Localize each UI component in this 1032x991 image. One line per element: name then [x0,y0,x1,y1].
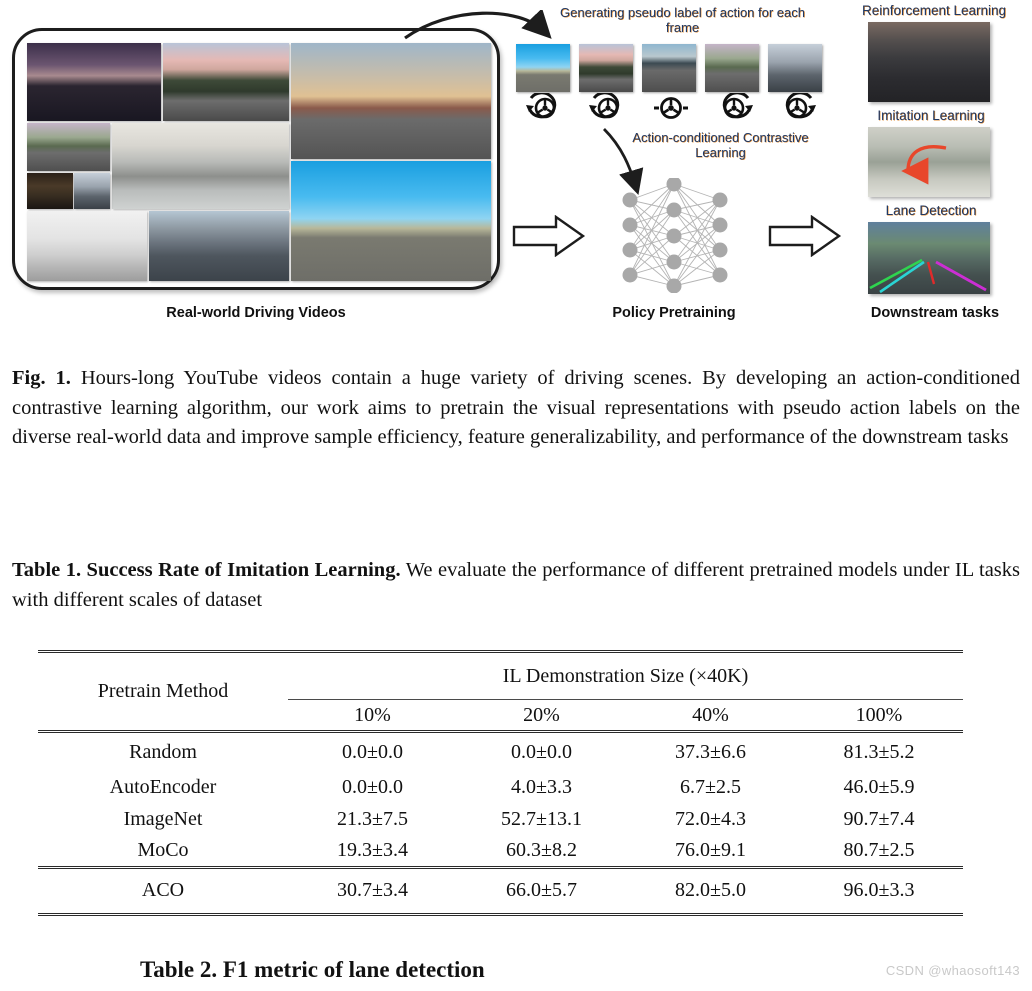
cell-method: MoCo [137,838,189,861]
table2-caption: Table 2. F1 metric of lane detection [140,957,485,982]
column-header-40: 40% [692,703,729,726]
cell-value: 52.7±13.1 [501,807,582,830]
task-label-reinforcement-learning: Reinforcement Learning [861,3,1007,18]
collage-thumb-blue-sky-highway [291,161,491,281]
cell-value: 82.0±5.0 [626,867,795,914]
cell-value: 37.3±6.6 [626,732,795,772]
cell-value: 76.0±9.1 [675,838,746,861]
lane-overlay-icon [868,222,990,294]
cell-value: 0.0±0.0 [288,732,457,772]
task-image-reinforcement-learning [868,22,990,102]
cell-value: 0.0±0.0 [457,732,626,772]
cell-value: 21.3±7.5 [337,807,408,830]
table-body [38,652,963,915]
table-row [38,835,963,867]
column-header-100: 100% [855,703,903,726]
figure-1 [0,0,1032,340]
cell-value: 81.3±5.2 [795,732,963,772]
block-arrow-right-icon [768,215,842,257]
table1-caption-text: We evaluate the performance of different pretrained models under IL tasks with different scales of dataset [12,559,1020,611]
steering-wheel-icon [525,93,565,123]
column-header-10: 10% [354,703,391,726]
task-image-lane-detection [868,222,990,294]
action-frame [642,44,696,92]
action-frame [579,44,633,92]
cell-method: AutoEncoder [109,775,217,798]
steering-wheel-icon [777,93,817,123]
cell-method: ACO [38,867,288,914]
column-header-pretrain-method: Pretrain Method [38,652,288,732]
cell-value: 90.7±7.4 [843,807,915,830]
block-arrow-right-icon [512,215,586,257]
figure-caption-text: Hours-long YouTube videos contain a huge variety of driving scenes. By developing an action-conditioned contrastive learning algorithm, our work aims to pretrain the visual representations with pseudo action labels on the diverse real-world data and improve sample efficiency, feature generalizability, and performance of the downstream tasks [12,367,1020,448]
action-frame [516,44,570,92]
collage-thumb-forest-road [163,43,289,121]
cell-value: 72.0±4.3 [675,807,746,830]
video-collage [27,43,491,281]
cell-value: 66.0±5.7 [457,867,626,914]
neural-network-diagram [612,178,742,293]
column-header-20: 20% [523,703,560,726]
cell-value: 46.0±5.9 [843,775,915,798]
collage-thumb-hill-road [27,123,110,171]
trajectory-arrow-icon [868,127,990,197]
table-row [38,803,963,835]
steering-wheel-icon [714,93,754,123]
cell-value: 6.7±2.5 [680,775,741,798]
column-group-header-il-demonstration-size: IL Demonstration Size (×40K) [288,652,963,700]
caption-policy-pretraining: Policy Pretraining [612,305,736,321]
contrastive-learning-text: Action-conditioned Contrastive Learning [632,130,809,160]
collage-thumb-dusk-road [27,43,161,121]
cell-value: 19.3±3.4 [337,838,408,861]
collage-thumb-bridge-traffic [149,211,289,281]
caption-downstream-tasks: Downstream tasks [870,305,1000,321]
table-success-rate-imitation-learning [38,650,963,916]
table-row [38,732,963,772]
cell-method: ImageNet [123,807,203,830]
steering-wheel-icon [588,93,628,123]
table-row [38,771,963,803]
cell-value: 60.3±8.2 [506,838,577,861]
task-label-lane-detection: Lane Detection [885,203,977,218]
driving-videos-container [12,28,500,290]
steering-wheel-icon [651,93,691,123]
collage-thumb-snow-road [27,211,147,281]
action-frame [705,44,759,92]
table1-caption [12,555,1020,615]
cell-method: Random [38,732,288,772]
cell-value: 0.0±0.0 [342,775,403,798]
figure-caption-lead: Fig. 1. [12,367,71,389]
cell-value: 4.0±3.3 [511,775,572,798]
collage-thumb-dark-city [74,173,110,209]
pseudo-label-text: Generating pseudo label of action for each frame [560,5,806,35]
cell-value: 80.7±2.5 [843,838,915,861]
table-row-highlight [38,867,963,914]
action-frame [768,44,822,92]
task-label-imitation-learning: Imitation Learning [877,108,985,123]
cell-value: 96.0±3.3 [795,867,963,914]
task-image-imitation-learning [868,127,990,197]
collage-thumb-night-road [27,173,73,209]
figure-caption-paragraph [12,364,1020,453]
cell-value: 30.7±3.4 [288,867,457,914]
table1-caption-lead: Table 1. Success Rate of Imitation Learning. [12,559,401,581]
collage-thumb-city-crosswalk [112,123,289,209]
watermark: CSDN @whaosoft143 [885,963,1020,978]
table-header-group-row [38,652,963,700]
caption-real-world-driving-videos: Real-world Driving Videos [166,305,346,321]
